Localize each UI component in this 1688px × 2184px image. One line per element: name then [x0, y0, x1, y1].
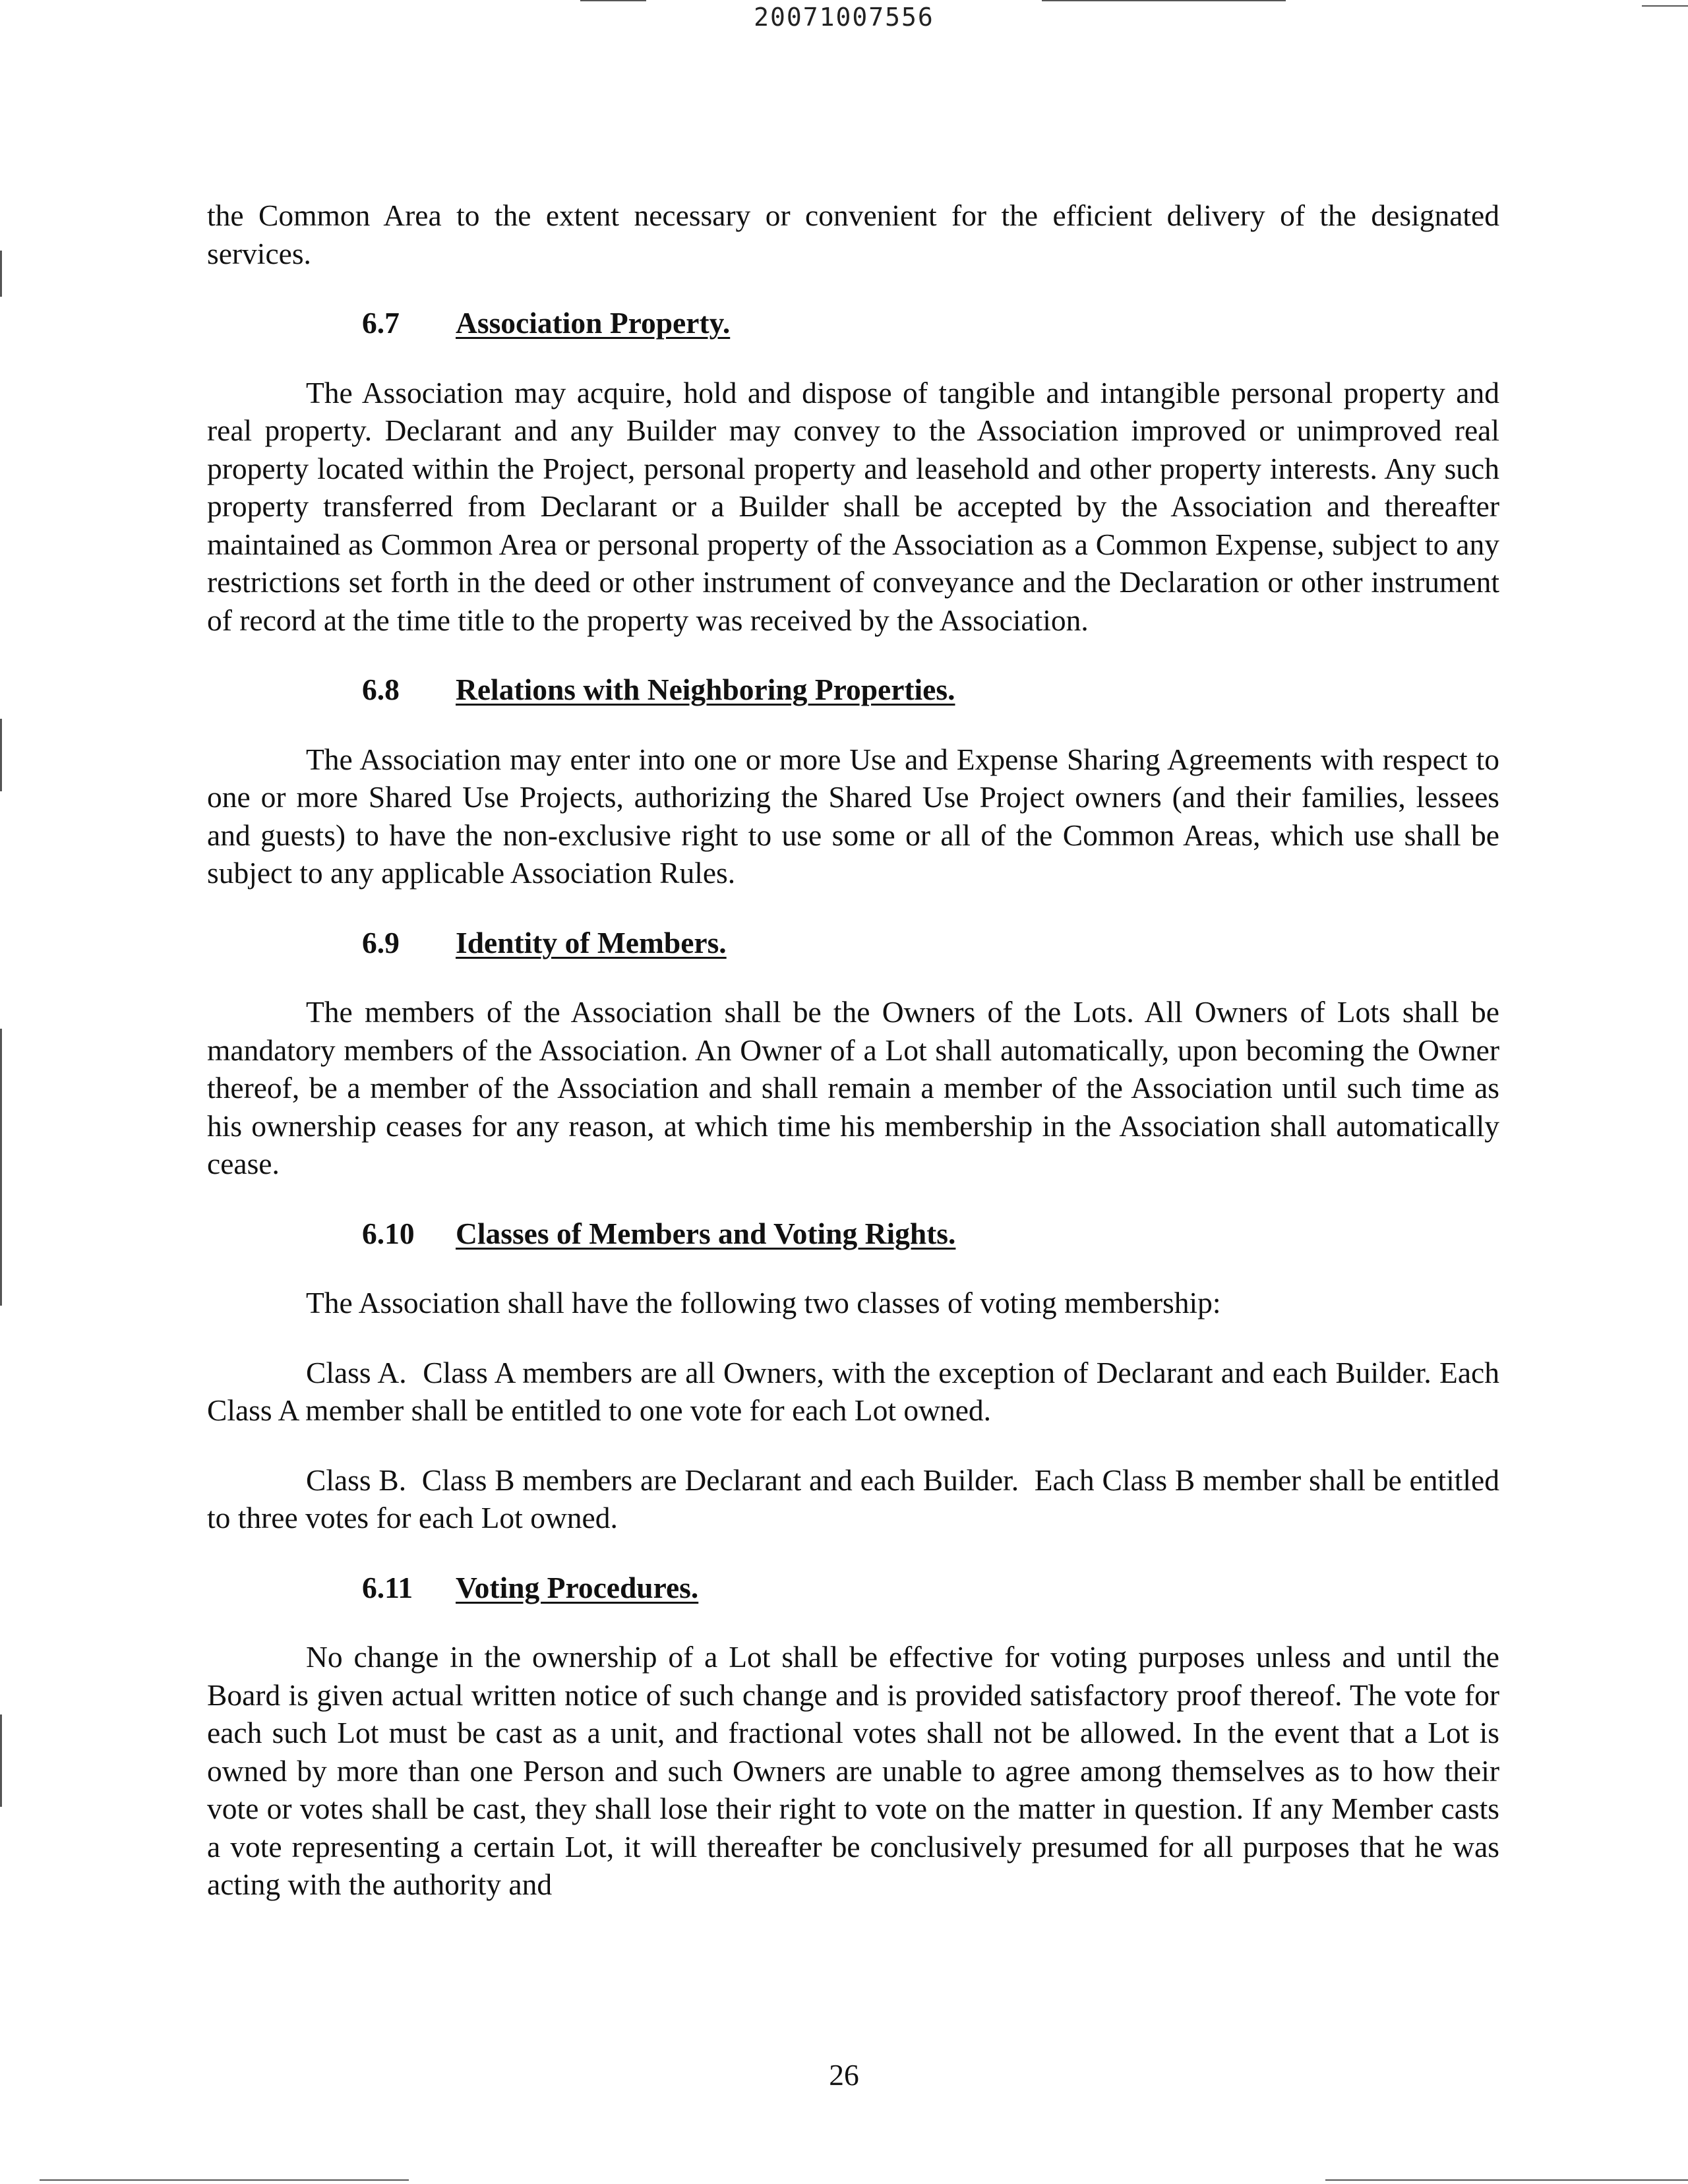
- document-number: 20071007556: [754, 3, 934, 32]
- section-paragraph: The Association shall have the following two classes of voting membership:: [306, 1286, 1221, 1320]
- scan-edge-bottom-left: [40, 2179, 409, 2181]
- section-heading-6-9: [362, 924, 1499, 962]
- page-number: 26: [829, 2058, 859, 2092]
- section-heading-6-10: [362, 1215, 1499, 1253]
- scan-edge-left-mark-3: [0, 1029, 2, 1306]
- section-number: 6.11: [362, 1570, 413, 1604]
- section-number: 6.9: [362, 925, 400, 959]
- scan-edge-left-mark-2: [0, 719, 2, 791]
- section-title: Voting Procedures.: [456, 1570, 699, 1604]
- section-title: Identity of Members.: [456, 925, 727, 959]
- class-b-paragraph: Class B. Class B members are Declarant and each Builder. Each Class B member shall be entitled to three votes for each Lot owned.: [207, 1463, 1507, 1534]
- scan-edge-bottom-right: [1325, 2179, 1688, 2181]
- intro-paragraph: the Common Area to the extent necessary or convenient for the efficient delivery of the designated services.: [207, 198, 1499, 270]
- section-paragraph: No change in the ownership of a Lot shall be effective for voting purposes unless and until the Board is given actual written notice of such change and is provided satisfactory proof thereof. The vote for each such Lot must be cast as a unit, and fractional votes shall not be allowed. In the event that a Lot is owned by more than one Person and such Owners are unable to agree among themselves as to how their vote or votes shall be cast, they shall lose their right to vote on the matter in question. If any Member casts a vote representing a certain Lot, it will thereafter be conclusively presumed for all purposes that he was acting with the authority and: [207, 1640, 1499, 1901]
- section-paragraph: The members of the Association shall be the Owners of the Lots. All Owners of Lots shall be mandatory members of the Association. An Owner of a Lot shall automatically, upon becoming the Owner thereof, be a member of the Association and shall remain a member of the Association until such time as his ownership ceases for any reason, at which time his membership in the Association shall automatically cease.: [207, 995, 1499, 1180]
- page-body: [207, 197, 1507, 1904]
- scan-edge-left-mark-1: [0, 251, 2, 297]
- section-title: Classes of Members and Voting Rights.: [456, 1216, 956, 1250]
- section-number: 6.7: [362, 306, 400, 340]
- scan-edge-left-mark-4: [0, 1714, 2, 1807]
- scan-edge-top-right: [1042, 0, 1286, 1]
- class-a-paragraph: Class A. Class A members are all Owners, with the exception of Declarant and each Builder. Each Class A member shall be entitled to one vote for each Lot owned.: [207, 1355, 1507, 1427]
- section-number: 6.8: [362, 673, 400, 706]
- scan-edge-top-left: [580, 0, 646, 1]
- section-heading-6-8: [362, 671, 1499, 709]
- section-heading-6-11: [362, 1569, 1499, 1607]
- section-paragraph: The Association may acquire, hold and dispose of tangible and intangible personal property and real property. Declarant and any Builder may convey to the Association improved or unimproved real property located within the Project, personal property and leasehold and other property interests. Any such property transferred from Declarant or a Builder shall be accepted by the Association and thereafter maintained as Common Area or personal property of the Association as a Common Expense, subject to any restrictions set forth in the deed or other instrument of conveyance and the Declaration or other instrument of record at the time title to the property was received by the Association.: [207, 375, 1499, 637]
- section-heading-6-7: [362, 304, 1499, 342]
- section-title: Relations with Neighboring Properties.: [456, 673, 955, 706]
- section-number: 6.10: [362, 1216, 415, 1250]
- section-paragraph: The Association may enter into one or more Use and Expense Sharing Agreements with respect to one or more Shared Use Projects, authorizing the Shared Use Project owners (and their families, lessees and guests) to have the non-exclusive right to use some or all of the Common Areas, which use shall be subject to any applicable Association Rules.: [207, 742, 1499, 890]
- section-title: Association Property.: [456, 306, 731, 340]
